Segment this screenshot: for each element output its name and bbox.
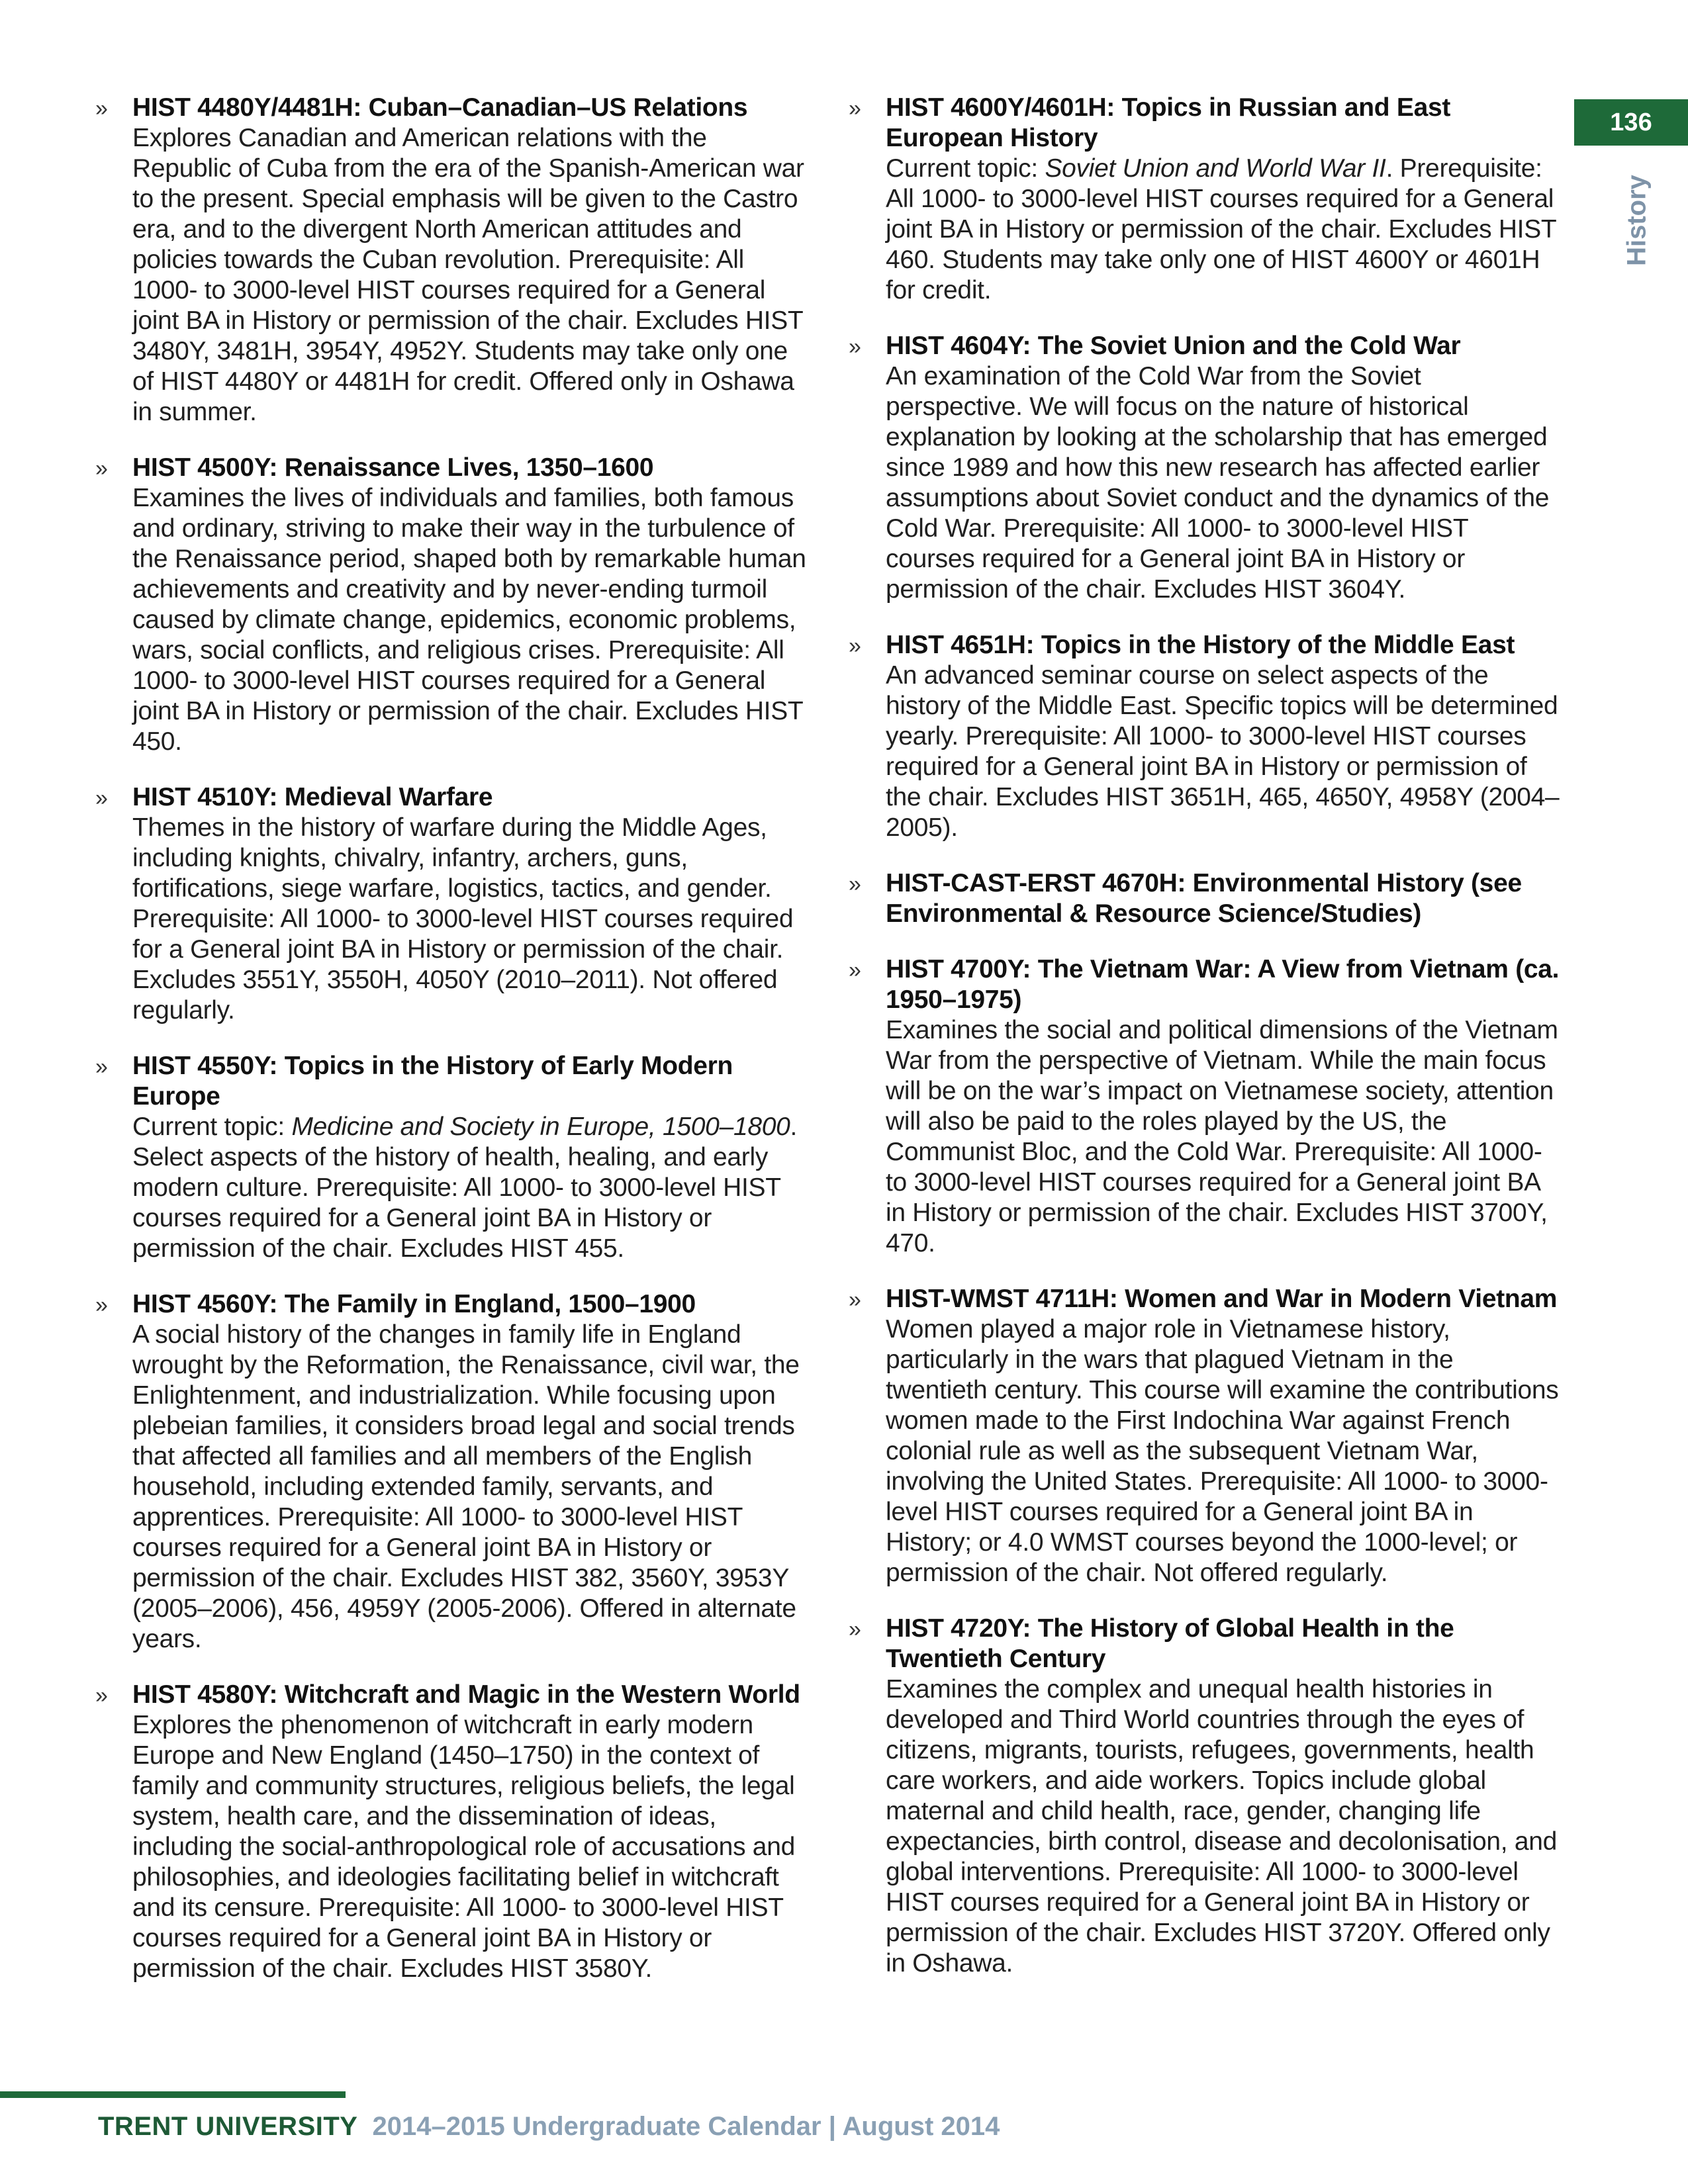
page-number: 136 (1610, 109, 1652, 136)
footer-calendar: 2014–2015 Undergraduate Calendar | August 2014 (372, 2112, 1000, 2141)
course-entry (845, 93, 1560, 306)
course-description: Explores Canadian and American relations with the Republic of Cuba from the era of the Spanish-American war to the present. Special emphasis will be given to the Castro era, and to the divergent North American attitudes and policies towards the Cuban revolution. Prerequisite: All 1000- to 3000-level HIST courses required for a General joint BA in History or permission of the chair. Excludes HIST 3480Y, 3481H, 3954Y, 4952Y. Students may take only one of HIST 4480Y or 4481H for credit. Offered only in Oshawa in summer. (132, 124, 804, 426)
course-entry (845, 954, 1560, 1259)
bullet-icon: » (849, 334, 861, 359)
current-topic: Soviet Union and World War II (1045, 154, 1386, 183)
course-description (886, 154, 1560, 306)
course-description (132, 1112, 806, 1264)
section-side-label (1587, 171, 1687, 270)
section-label-text: History (1622, 175, 1652, 266)
course-title: HIST 4700Y: The Vietnam War: A View from Vietnam (ca. 1950–1975) (886, 955, 1560, 1014)
course-description: Examines the complex and unequal health histories in developed and Third World countries through the eyes of citizens, migrants, tourists, refugees, governments, health care workers, and aide workers. Topics include global maternal and child health, race, gender, changing life expectancies, birth control, disease and decolonisation, and global interventions. Prerequisite: All 1000- to 3000-level HIST courses required for a General joint BA in History or permission of the chair. Excludes HIST 3720Y. Offered only in Oshawa. (886, 1675, 1557, 1978)
bullet-icon: » (849, 1287, 861, 1312)
topic-prefix: Current topic: (132, 1113, 292, 1141)
bullet-icon: » (95, 96, 108, 121)
course-description: Examines the social and political dimensions of the Vietnam War from the perspective of Vietnam. While the main focus will be on the war’s impact on Vietnamese society, attention will also be paid to the roles played by the US, the Communist Bloc, and the Cold War. Prerequisite: All 1000- to 3000-level HIST courses required for a General joint BA in History or permission of the chair. Excludes HIST 3700Y, 470. (886, 1016, 1558, 1257)
course-entry (845, 1614, 1560, 1979)
course-title: HIST 4560Y: The Family in England, 1500–1900 (132, 1290, 696, 1318)
current-topic: Medicine and Society in Europe, 1500–1800 (291, 1113, 790, 1141)
course-title: HIST-CAST-ERST 4670H: Environmental History (see Environmental & Resource Science/Studies) (886, 869, 1522, 928)
course-title: HIST 4604Y: The Soviet Union and the Cold War (886, 332, 1461, 360)
course-description: An examination of the Cold War from the Soviet perspective. We will focus on the nature of historical explanation by looking at the scholarship that has emerged since 1989 and how this new research has affected earlier assumptions about Soviet conduct and the dynamics of the Cold War. Prerequisite: All 1000- to 3000-level HIST courses required for a General joint BA in History or permission of the chair. Excludes HIST 3604Y. (886, 362, 1550, 604)
course-title: HIST 4651H: Topics in the History of the Middle East (886, 631, 1515, 659)
page-number-tab (1574, 99, 1688, 146)
course-title: HIST 4510Y: Medieval Warfare (132, 783, 493, 811)
course-entry (845, 1284, 1560, 1588)
page-footer (98, 2110, 1000, 2143)
description-rest: . Select aspects of the history of health, healing, and early modern culture. Prerequisite: All 1000- to 3000-level HIST courses required for a General joint BA in History or permission of the chair. Excludes HIST 455. (132, 1113, 798, 1263)
course-entry (91, 782, 806, 1026)
right-column (845, 93, 1560, 2004)
bullet-icon: » (95, 1683, 108, 1708)
course-entry (91, 1680, 806, 1984)
course-entry (91, 1051, 806, 1264)
bullet-icon: » (849, 633, 861, 659)
course-entry (91, 1289, 806, 1655)
bullet-icon: » (95, 786, 108, 811)
bullet-icon: » (95, 456, 108, 481)
footer-university: TRENT UNIVERSITY (98, 2112, 358, 2141)
bullet-icon: » (849, 872, 861, 897)
left-column (91, 93, 806, 2009)
course-title: HIST 4600Y/4601H: Topics in Russian and East European History (886, 93, 1451, 152)
topic-prefix: Current topic: (886, 154, 1045, 183)
bullet-icon: » (849, 958, 861, 983)
course-description: Themes in the history of warfare during the Middle Ages, including knights, chivalry, infantry, archers, guns, fortifications, siege warfare, logistics, tactics, and gender. Prerequisite: All 1000- to 3000-level HIST courses required for a General joint BA in History or permission of the chair. Excludes 3551Y, 3550H, 4050Y (2010–2011). Not offered regularly. (132, 813, 794, 1024)
description-rest: . Prerequisite: All 1000- to 3000-level HIST courses required for a General joint BA in History or permission of the chair. Excludes HIST 460. Students may take only one of HIST 4600Y or 4601H for credit. (886, 154, 1556, 304)
course-entry (845, 868, 1560, 929)
footer-rule (0, 2091, 346, 2098)
course-description: Women played a major role in Vietnamese history, particularly in the wars that plagued Vietnam in the twentieth century. This course will examine the contributions women made to the First Indochina War against French colonial rule as well as the subsequent Vietnam War, involving the United States. Prerequisite: All 1000- to 3000-level HIST courses required for a General joint BA in History; or 4.0 WMST courses beyond the 1000-level; or permission of the chair. Not offered regularly. (886, 1315, 1559, 1587)
course-title: HIST 4480Y/4481H: Cuban–Canadian–US Relations (132, 93, 748, 122)
course-entry (845, 630, 1560, 843)
course-description: Examines the lives of individuals and families, both famous and ordinary, striving to make their way in the turbulence of the Renaissance period, shaped both by remarkable human achievements and creativity and by never-ending turmoil caused by climate change, epidemics, economic problems, wars, social conflicts, and religious crises. Prerequisite: All 1000- to 3000-level HIST courses required for a General joint BA in History or permission of the chair. Excludes HIST 450. (132, 484, 806, 756)
course-description: A social history of the changes in family life in England wrought by the Reformation, the Renaissance, civil war, the Enlightenment, and industrialization. While focusing upon plebeian families, it considers broad legal and social trends that affected all families and all members of the English household, including extended family, servants, and apprentices. Prerequisite: All 1000- to 3000-level HIST courses required for a General joint BA in History or permission of the chair. Excludes HIST 382, 3560Y, 3953Y (2005–2006), 456, 4959Y (2005-2006). Offered in alternate years. (132, 1320, 800, 1653)
course-title: HIST-WMST 4711H: Women and War in Modern Vietnam (886, 1285, 1558, 1313)
course-entry (91, 93, 806, 428)
course-title: HIST 4580Y: Witchcraft and Magic in the Western World (132, 1680, 800, 1709)
bullet-icon: » (95, 1293, 108, 1318)
course-title: HIST 4720Y: The History of Global Health in the Twentieth Century (886, 1614, 1454, 1673)
bullet-icon: » (849, 96, 861, 121)
course-title: HIST 4500Y: Renaissance Lives, 1350–1600 (132, 453, 654, 482)
bullet-icon: » (95, 1054, 108, 1079)
course-entry (91, 453, 806, 757)
course-description: An advanced seminar course on select aspects of the history of the Middle East. Specific topics will be determined yearly. Prerequisite: All 1000- to 3000-level HIST courses required for a General joint BA in History or permission of the chair. Excludes HIST 3651H, 465, 4650Y, 4958Y (2004–2005). (886, 661, 1560, 842)
course-title: HIST 4550Y: Topics in the History of Early Modern Europe (132, 1052, 733, 1111)
course-description: Explores the phenomenon of witchcraft in early modern Europe and New England (1450–1750) in the context of family and community structures, religious beliefs, the legal system, health care, and the dissemination of ideas, including the social-anthropological role of accusations and philosophies, and ideologies facilitating belief in witchcraft and its censure. Prerequisite: All 1000- to 3000-level HIST courses required for a General joint BA in History or permission of the chair. Excludes HIST 3580Y. (132, 1711, 795, 1983)
course-entry (845, 331, 1560, 605)
bullet-icon: » (849, 1617, 861, 1642)
